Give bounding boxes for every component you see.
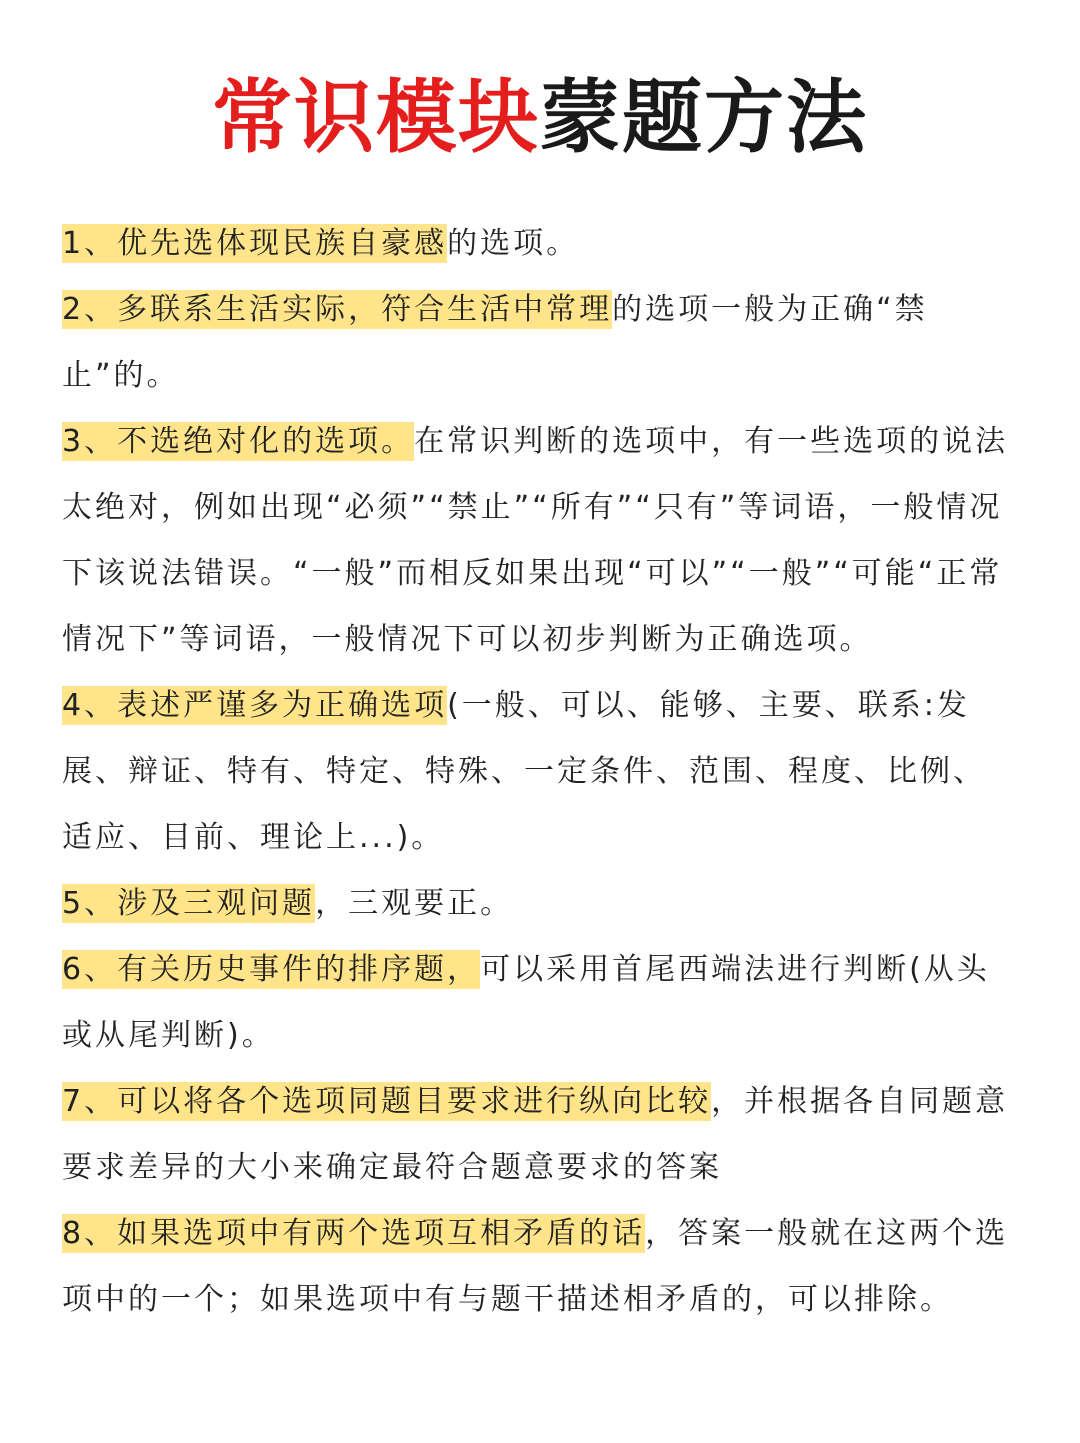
title-black-part: 蒙题方法	[540, 71, 868, 164]
tip-item-4	[62, 673, 1018, 871]
tip-highlight: 4、表述严谨多为正确选项	[62, 688, 448, 723]
tip-highlight: 2、多联系生活实际，符合生活中常理	[62, 292, 613, 327]
tip-item-5	[62, 871, 1018, 937]
tip-item-8	[62, 1201, 1018, 1333]
tip-text: 的选项一般为正确“禁止”的。	[62, 292, 928, 393]
tip-text: 的选项。	[447, 226, 580, 261]
tip-item-3	[62, 409, 1018, 673]
tips-list	[62, 211, 1018, 1333]
tip-text: (一般、可以、能够、主要、联系:发展、辩证、特有、特定、特殊、一定条件、范围、程度、比例、适应、目前、理论上...)。	[62, 688, 986, 855]
tip-highlight: 3、不选绝对化的选项。	[62, 424, 415, 459]
tip-highlight: 5、涉及三观问题	[62, 886, 316, 921]
tip-item-2	[62, 277, 1018, 409]
tip-text: 可以采用首尾西端法进行判断(从头或从尾判断)。	[62, 952, 990, 1053]
tip-text: ，并根据各自同题意要求差异的大小来确定最符合题意要求的答案	[62, 1084, 1009, 1185]
tip-highlight: 1、优先选体现民族自豪感	[62, 226, 448, 261]
tip-highlight: 8、如果选项中有两个选项互相矛盾的话	[62, 1216, 646, 1251]
tip-highlight: 6、有关历史事件的排序题，	[62, 952, 481, 987]
page-title	[62, 0, 1018, 166]
tip-text: ，答案一般就在这两个选项中的一个；如果选项中有与题干描述相矛盾的，可以排除。	[62, 1216, 1009, 1317]
tip-item-6	[62, 937, 1018, 1069]
tip-text: ，三观要正。	[315, 886, 514, 921]
tip-item-7	[62, 1069, 1018, 1201]
tip-text: 在常识判断的选项中，有一些选项的说法太绝对，例如出现“必须”“禁止”“所有”“只有”等词语，一般情况下该说法错误。“一般”而相反如果出现“可以”“一般”“可能“正常情况下”等词语，一般情况下可以初步判断为正确选项。	[62, 424, 1009, 657]
tip-highlight: 7、可以将各个选项同题目要求进行纵向比较	[62, 1084, 712, 1119]
title-red-part: 常识模块	[212, 71, 540, 164]
tip-item-1	[62, 211, 1018, 277]
